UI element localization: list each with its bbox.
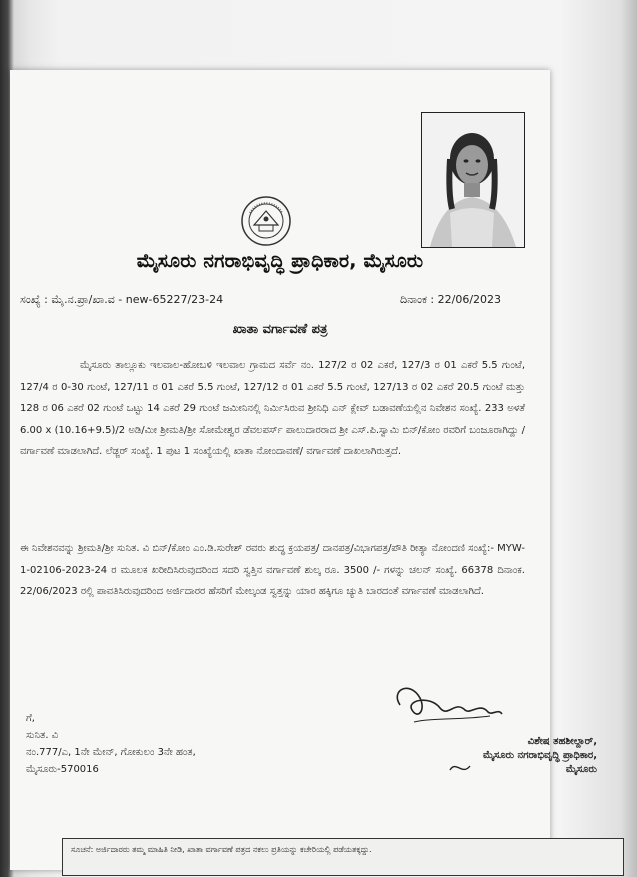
recipient-address-line-2: ಮೈಸೂರು-570016 — [26, 764, 99, 775]
signatory-block — [417, 735, 597, 777]
recipient-block — [26, 710, 196, 778]
signatory-office: ಮೈಸೂರು ನಗರಾಭಿವೃದ್ಧಿ ಪ್ರಾಧಿಕಾರ, — [482, 750, 597, 761]
footer-notice-box — [62, 838, 624, 876]
recipient-salutation: ಗೆ, — [26, 713, 35, 724]
issue-date: ದಿನಾಂಕ : 22/06/2023 — [400, 293, 502, 306]
document-heading: ಖಾತಾ ವರ್ಗಾವಣೆ ಪತ್ರ — [232, 322, 328, 337]
body-paragraph-1: ಮೈಸೂರು ತಾಲ್ಲೂಕು ಇಲವಾಲ-ಹೋಬಳಿ ಇಲವಾಲ ಗ್ರಾಮದ ಸರ್ವೆ ನಂ. 127/2 ರ 02 ಎಕರೆ, 127/3 ರ 01 ಎಕರೆ 5.5 ಗುಂಟೆ, 127/4 ರ 0-30 ಗುಂಟೆ, 127/11 ರ 01 ಎಕರೆ 5.5 ಗುಂಟೆ, 127/12 ರ 01 ಎಕರೆ 5.5 ಗುಂಟೆ, 127/13 ರ 02 ಎಕರೆ 20.5 ಗುಂಟೆ ಮತ್ತು 128 ರ 06 ಎಕರೆ 02 ಗುಂಟೆ ಒಟ್ಟು 14 ಎಕರೆ 29 ಗುಂಟೆ ಜಮೀನಿನಲ್ಲಿ ನಿರ್ಮಿಸಿರುವ ಶ್ರೀನಿಧಿ ಎನ್ ಕ್ಲೇವ್ ಬಡಾವಣೆಯಲ್ಲಿನ ನಿವೇಶನ ಸಂಖ್ಯೆ. 233 ಅಳತೆ 6.00 x (10.16+9.5)/2 ಅಡಿ/ಮೀ ಶ್ರೀಮತಿ/ಶ್ರೀ ಸೋಮೇಶ್ವರ ಡೆವಲಪರ್ಸ್ ಪಾಲುದಾರರಾದ ಶ್ರೀ ಎಸ್.ಪಿ.ಸ್ವಾಮಿ ಬಿನ್/ಕೋಂ ರವರಿಗೆ ಬಂಜೂರಾಗಿದ್ದು / ವರ್ಗಾವಣೆ ಮಾಡಲಾಗಿದೆ. ಲೆಡ್ಜರ್ ಸಂಖ್ಯೆ. 1 ಪುಟ 1 ಸಂಖ್ಯೆಯಲ್ಲಿ ಖಾತಾ ನೋಂದಾವಣೆ/ ವರ್ಗಾವಣೆ ದಾಖಲಾಗಿರುತ್ತದೆ. — [20, 360, 525, 457]
authority-emblem-icon — [240, 195, 292, 247]
signatory-designation: ವಿಶೇಷ ತಹಶೀಲ್ದಾರ್, — [527, 736, 597, 747]
footer-notice: ಸೂಚನೆ: ಅರ್ಜಿದಾರರು ತಮ್ಮ ಮಾಹಿತಿ ನೀಡಿ, ಖಾತಾ ವರ್ಗಾವಣೆ ಪತ್ರದ ನಕಲು ಪ್ರತಿಯನ್ನು ಕಚೇರಿಯಲ್ಲಿ ಪಡೆಯತಕ್ಕದ್ದು. — [71, 845, 372, 854]
body-paragraph-2: ಈ ನಿವೇಶನವನ್ನು ಶ್ರೀಮತಿ/ಶ್ರೀ ಸುನಿತ. ವಿ ಬಿನ್/ಕೋಂ ಎಂ.ಡಿ.ಸುರೇಶ್ ರವರು ಶುದ್ಧ ಕ್ರಯಪತ್ರ/ ದಾನಪತ್ರ/ವಿಭಾಗಪತ್ರ/ಪೌತಿ ರೀತ್ಯಾ ನೋಂದಣಿ ಸಂಖ್ಯೆ:- MYW-1-02106-2023-24 ರ ಮೂಲಕ ಖರೀದಿಸಿರುವುದರಿಂದ ಸದರಿ ಸ್ವತ್ತಿನ ವರ್ಗಾವಣೆ ಶುಲ್ಕ ರೂ. 3500 /- ಗಳನ್ನು ಚಲನ್ ಸಂಖ್ಯೆ. 66378 ದಿನಾಂಕ. 22/06/2023 ರಲ್ಲಿ ಪಾವತಿಸಿರುವುದರಿಂದ ಅರ್ಜಿದಾರರ ಹೆಸರಿಗೆ ಮೇಲ್ಕಂಡ ಸ್ವತ್ತನ್ನು ಯಾರ ಹಕ್ಕಿಗೂ ಚ್ಯುತಿ ಬಾರದಂತೆ ವರ್ಗಾವಣೆ ಮಾಡಲಾಗಿದೆ. — [20, 543, 525, 597]
signatory-city: ಮೈಸೂರು — [565, 764, 597, 775]
authority-title: ಮೈಸೂರು ನಗರಾಭಿವೃದ್ಧಿ ಪ್ರಾಧಿಕಾರ, ಮೈಸೂರು — [136, 250, 424, 272]
reference-number: ಸಂಖ್ಯೆ : ಮೈ.ನ.ಪ್ರಾ/ಖಾ.ವ - new-65227/23-24 — [20, 293, 224, 306]
recipient-name: ಸುನಿತ. ವಿ — [26, 730, 59, 741]
recipient-address-line-1: ನಂ.777/ಎ, 1ನೇ ಮೇನ್, ಗೋಕುಲಂ 3ನೇ ಹಂತ, — [26, 747, 196, 758]
applicant-photo — [421, 112, 525, 248]
